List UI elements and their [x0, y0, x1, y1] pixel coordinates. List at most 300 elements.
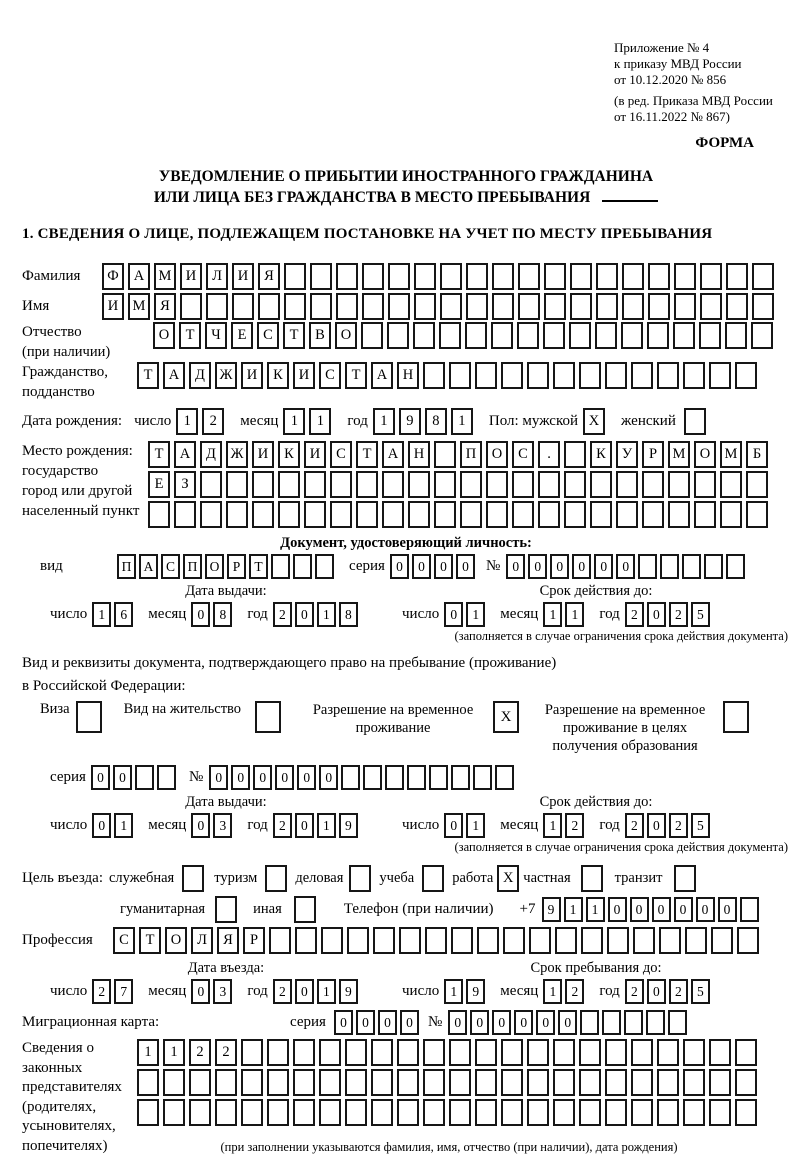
char-cell[interactable]: 0: [191, 979, 210, 1004]
char-cell[interactable]: [543, 322, 565, 349]
char-cell[interactable]: 2: [669, 979, 688, 1004]
char-cell[interactable]: 7: [114, 979, 133, 1004]
char-cell[interactable]: [709, 1039, 731, 1066]
char-cell[interactable]: С: [319, 362, 341, 389]
residence-expiry-month-boxes[interactable]: [543, 813, 587, 838]
char-cell[interactable]: 0: [412, 554, 431, 579]
char-cell[interactable]: [269, 927, 291, 954]
char-cell[interactable]: X: [493, 701, 519, 733]
char-cell[interactable]: [616, 471, 638, 498]
char-cell[interactable]: 0: [191, 813, 210, 838]
char-cell[interactable]: [345, 1099, 367, 1126]
char-cell[interactable]: [440, 263, 462, 290]
char-cell[interactable]: [271, 554, 290, 579]
char-cell[interactable]: Т: [249, 554, 268, 579]
doc-number-boxes[interactable]: [506, 554, 748, 579]
char-cell[interactable]: О: [165, 927, 187, 954]
char-cell[interactable]: [294, 896, 316, 923]
legal-row2-boxes[interactable]: [137, 1069, 761, 1096]
char-cell[interactable]: И: [304, 441, 326, 468]
char-cell[interactable]: [740, 897, 759, 922]
char-cell[interactable]: [596, 293, 618, 320]
char-cell[interactable]: 0: [536, 1010, 555, 1035]
char-cell[interactable]: [284, 293, 306, 320]
char-cell[interactable]: 1: [451, 408, 473, 435]
char-cell[interactable]: [553, 1069, 575, 1096]
char-cell[interactable]: [76, 701, 102, 733]
doc-type-boxes[interactable]: [117, 554, 337, 579]
char-cell[interactable]: 1: [543, 602, 562, 627]
char-cell[interactable]: [304, 471, 326, 498]
char-cell[interactable]: 0: [594, 554, 613, 579]
char-cell[interactable]: 9: [339, 979, 358, 1004]
char-cell[interactable]: С: [161, 554, 180, 579]
char-cell[interactable]: Н: [408, 441, 430, 468]
char-cell[interactable]: [700, 293, 722, 320]
char-cell[interactable]: 0: [647, 813, 666, 838]
char-cell[interactable]: 0: [390, 554, 409, 579]
char-cell[interactable]: [492, 263, 514, 290]
char-cell[interactable]: А: [174, 441, 196, 468]
char-cell[interactable]: [595, 322, 617, 349]
char-cell[interactable]: [319, 1069, 341, 1096]
char-cell[interactable]: [434, 501, 456, 528]
char-cell[interactable]: [735, 1039, 757, 1066]
char-cell[interactable]: Р: [227, 554, 246, 579]
char-cell[interactable]: [387, 322, 409, 349]
char-cell[interactable]: Е: [148, 471, 170, 498]
char-cell[interactable]: В: [309, 322, 331, 349]
char-cell[interactable]: [310, 263, 332, 290]
char-cell[interactable]: [503, 927, 525, 954]
char-cell[interactable]: [189, 1069, 211, 1096]
char-cell[interactable]: Я: [217, 927, 239, 954]
purpose-transit-checkbox[interactable]: [674, 865, 696, 892]
char-cell[interactable]: [682, 554, 701, 579]
char-cell[interactable]: 0: [514, 1010, 533, 1035]
char-cell[interactable]: С: [113, 927, 135, 954]
char-cell[interactable]: И: [241, 362, 263, 389]
char-cell[interactable]: [631, 1099, 653, 1126]
char-cell[interactable]: 2: [625, 602, 644, 627]
char-cell[interactable]: [725, 322, 747, 349]
char-cell[interactable]: И: [293, 362, 315, 389]
char-cell[interactable]: [163, 1069, 185, 1096]
char-cell[interactable]: [330, 501, 352, 528]
temp-residence-checkbox[interactable]: [493, 701, 519, 733]
char-cell[interactable]: [579, 1039, 601, 1066]
char-cell[interactable]: 3: [213, 979, 232, 1004]
char-cell[interactable]: [226, 501, 248, 528]
char-cell[interactable]: [189, 1099, 211, 1126]
char-cell[interactable]: А: [371, 362, 393, 389]
char-cell[interactable]: [414, 263, 436, 290]
char-cell[interactable]: [544, 263, 566, 290]
char-cell[interactable]: П: [460, 441, 482, 468]
char-cell[interactable]: 1: [564, 897, 583, 922]
char-cell[interactable]: [529, 927, 551, 954]
char-cell[interactable]: [293, 1039, 315, 1066]
char-cell[interactable]: [581, 865, 603, 892]
char-cell[interactable]: П: [183, 554, 202, 579]
char-cell[interactable]: 0: [209, 765, 228, 790]
char-cell[interactable]: [422, 865, 444, 892]
char-cell[interactable]: У: [616, 441, 638, 468]
char-cell[interactable]: 0: [297, 765, 316, 790]
char-cell[interactable]: [241, 1069, 263, 1096]
char-cell[interactable]: 0: [295, 979, 314, 1004]
char-cell[interactable]: [486, 501, 508, 528]
char-cell[interactable]: [434, 441, 456, 468]
char-cell[interactable]: [241, 1099, 263, 1126]
char-cell[interactable]: [371, 1069, 393, 1096]
char-cell[interactable]: [518, 293, 540, 320]
char-cell[interactable]: [638, 554, 657, 579]
char-cell[interactable]: [605, 1069, 627, 1096]
char-cell[interactable]: 3: [213, 813, 232, 838]
entry-day-boxes[interactable]: [92, 979, 136, 1004]
char-cell[interactable]: [622, 293, 644, 320]
char-cell[interactable]: [553, 1099, 575, 1126]
purpose-private-checkbox[interactable]: [581, 865, 603, 892]
char-cell[interactable]: [182, 865, 204, 892]
char-cell[interactable]: [349, 865, 371, 892]
char-cell[interactable]: [709, 1099, 731, 1126]
char-cell[interactable]: [388, 263, 410, 290]
char-cell[interactable]: 0: [444, 602, 463, 627]
char-cell[interactable]: [709, 362, 731, 389]
char-cell[interactable]: Р: [642, 441, 664, 468]
issue-day-boxes[interactable]: [92, 602, 136, 627]
char-cell[interactable]: [278, 501, 300, 528]
char-cell[interactable]: [330, 471, 352, 498]
stay-year-boxes[interactable]: [625, 979, 713, 1004]
char-cell[interactable]: Т: [139, 927, 161, 954]
entry-month-boxes[interactable]: [191, 979, 235, 1004]
char-cell[interactable]: [616, 501, 638, 528]
char-cell[interactable]: 2: [625, 813, 644, 838]
char-cell[interactable]: [659, 927, 681, 954]
char-cell[interactable]: [414, 293, 436, 320]
char-cell[interactable]: 2: [215, 1039, 237, 1066]
migration-number-boxes[interactable]: [448, 1010, 690, 1035]
char-cell[interactable]: А: [128, 263, 150, 290]
char-cell[interactable]: Р: [243, 927, 265, 954]
char-cell[interactable]: [694, 471, 716, 498]
char-cell[interactable]: Т: [283, 322, 305, 349]
char-cell[interactable]: [648, 293, 670, 320]
char-cell[interactable]: [648, 263, 670, 290]
char-cell[interactable]: [605, 1039, 627, 1066]
char-cell[interactable]: [746, 501, 768, 528]
char-cell[interactable]: 1: [92, 602, 111, 627]
surname-boxes[interactable]: [102, 263, 778, 290]
char-cell[interactable]: [413, 322, 435, 349]
char-cell[interactable]: [475, 1099, 497, 1126]
char-cell[interactable]: [477, 927, 499, 954]
char-cell[interactable]: 1: [466, 813, 485, 838]
char-cell[interactable]: [466, 263, 488, 290]
char-cell[interactable]: 1: [309, 408, 331, 435]
char-cell[interactable]: [752, 293, 774, 320]
char-cell[interactable]: [700, 263, 722, 290]
char-cell[interactable]: И: [102, 293, 124, 320]
char-cell[interactable]: [538, 471, 560, 498]
char-cell[interactable]: 2: [92, 979, 111, 1004]
char-cell[interactable]: Ф: [102, 263, 124, 290]
char-cell[interactable]: [564, 441, 586, 468]
issue-year-boxes[interactable]: [273, 602, 361, 627]
char-cell[interactable]: [226, 471, 248, 498]
char-cell[interactable]: [580, 1010, 599, 1035]
char-cell[interactable]: X: [583, 408, 605, 435]
char-cell[interactable]: [408, 501, 430, 528]
char-cell[interactable]: А: [382, 441, 404, 468]
char-cell[interactable]: [423, 1099, 445, 1126]
char-cell[interactable]: Е: [231, 322, 253, 349]
char-cell[interactable]: 0: [652, 897, 671, 922]
char-cell[interactable]: [293, 554, 312, 579]
char-cell[interactable]: [252, 501, 274, 528]
char-cell[interactable]: [362, 263, 384, 290]
char-cell[interactable]: 0: [616, 554, 635, 579]
char-cell[interactable]: [258, 293, 280, 320]
char-cell[interactable]: [157, 765, 176, 790]
birth-day-boxes[interactable]: [176, 408, 228, 435]
char-cell[interactable]: [581, 927, 603, 954]
char-cell[interactable]: [361, 322, 383, 349]
citizenship-boxes[interactable]: [137, 362, 761, 389]
char-cell[interactable]: 0: [558, 1010, 577, 1035]
char-cell[interactable]: [465, 322, 487, 349]
char-cell[interactable]: Я: [258, 263, 280, 290]
char-cell[interactable]: [215, 1069, 237, 1096]
char-cell[interactable]: 0: [630, 897, 649, 922]
char-cell[interactable]: [200, 501, 222, 528]
char-cell[interactable]: 2: [565, 813, 584, 838]
char-cell[interactable]: [596, 263, 618, 290]
char-cell[interactable]: 8: [213, 602, 232, 627]
char-cell[interactable]: [527, 1039, 549, 1066]
char-cell[interactable]: [319, 1099, 341, 1126]
char-cell[interactable]: [385, 765, 404, 790]
char-cell[interactable]: 0: [470, 1010, 489, 1035]
char-cell[interactable]: [569, 322, 591, 349]
char-cell[interactable]: 2: [669, 602, 688, 627]
char-cell[interactable]: [200, 471, 222, 498]
char-cell[interactable]: [206, 293, 228, 320]
char-cell[interactable]: 0: [191, 602, 210, 627]
char-cell[interactable]: [720, 471, 742, 498]
char-cell[interactable]: [735, 1099, 757, 1126]
char-cell[interactable]: З: [174, 471, 196, 498]
char-cell[interactable]: 2: [625, 979, 644, 1004]
sex-female-checkbox[interactable]: [684, 408, 706, 435]
char-cell[interactable]: [265, 865, 287, 892]
birth-year-boxes[interactable]: [373, 408, 477, 435]
char-cell[interactable]: [570, 293, 592, 320]
char-cell[interactable]: 0: [608, 897, 627, 922]
char-cell[interactable]: [631, 362, 653, 389]
char-cell[interactable]: 6: [114, 602, 133, 627]
char-cell[interactable]: [527, 362, 549, 389]
purpose-study-checkbox[interactable]: [422, 865, 444, 892]
residence-permit-checkbox[interactable]: [255, 701, 281, 733]
char-cell[interactable]: [711, 927, 733, 954]
char-cell[interactable]: 0: [92, 813, 111, 838]
char-cell[interactable]: [668, 1010, 687, 1035]
char-cell[interactable]: [726, 293, 748, 320]
char-cell[interactable]: [475, 1039, 497, 1066]
char-cell[interactable]: [631, 1069, 653, 1096]
char-cell[interactable]: [267, 1069, 289, 1096]
char-cell[interactable]: [657, 362, 679, 389]
char-cell[interactable]: [501, 362, 523, 389]
char-cell[interactable]: 1: [137, 1039, 159, 1066]
birth-month-boxes[interactable]: [283, 408, 335, 435]
purpose-business-checkbox[interactable]: [349, 865, 371, 892]
doc-series-boxes[interactable]: [390, 554, 478, 579]
residence-expiry-day-boxes[interactable]: [444, 813, 488, 838]
char-cell[interactable]: [633, 927, 655, 954]
char-cell[interactable]: [295, 927, 317, 954]
char-cell[interactable]: [232, 293, 254, 320]
expiry-year-boxes[interactable]: [625, 602, 713, 627]
char-cell[interactable]: 1: [317, 602, 336, 627]
char-cell[interactable]: Л: [206, 263, 228, 290]
char-cell[interactable]: О: [335, 322, 357, 349]
residence-number-boxes[interactable]: [209, 765, 517, 790]
char-cell[interactable]: [382, 471, 404, 498]
char-cell[interactable]: 1: [317, 979, 336, 1004]
char-cell[interactable]: 1: [163, 1039, 185, 1066]
char-cell[interactable]: [215, 1099, 237, 1126]
char-cell[interactable]: X: [497, 865, 519, 892]
char-cell[interactable]: [709, 1069, 731, 1096]
char-cell[interactable]: [356, 501, 378, 528]
char-cell[interactable]: [382, 501, 404, 528]
stay-day-boxes[interactable]: [444, 979, 488, 1004]
char-cell[interactable]: Ч: [205, 322, 227, 349]
char-cell[interactable]: [180, 293, 202, 320]
char-cell[interactable]: [544, 293, 566, 320]
char-cell[interactable]: [304, 501, 326, 528]
char-cell[interactable]: [449, 1039, 471, 1066]
birth-place-row2-boxes[interactable]: [148, 471, 772, 498]
char-cell[interactable]: [451, 765, 470, 790]
purpose-work-checkbox[interactable]: [497, 865, 519, 892]
stay-month-boxes[interactable]: [543, 979, 587, 1004]
char-cell[interactable]: [642, 501, 664, 528]
char-cell[interactable]: [646, 1010, 665, 1035]
char-cell[interactable]: [657, 1099, 679, 1126]
phone-boxes[interactable]: [542, 897, 762, 922]
char-cell[interactable]: [607, 927, 629, 954]
char-cell[interactable]: А: [139, 554, 158, 579]
char-cell[interactable]: Б: [746, 441, 768, 468]
char-cell[interactable]: [518, 263, 540, 290]
expiry-day-boxes[interactable]: [444, 602, 488, 627]
char-cell[interactable]: 1: [283, 408, 305, 435]
char-cell[interactable]: 2: [273, 602, 292, 627]
char-cell[interactable]: [267, 1099, 289, 1126]
char-cell[interactable]: [345, 1069, 367, 1096]
char-cell[interactable]: 0: [113, 765, 132, 790]
char-cell[interactable]: 9: [339, 813, 358, 838]
char-cell[interactable]: [564, 501, 586, 528]
char-cell[interactable]: [135, 765, 154, 790]
char-cell[interactable]: 1: [543, 813, 562, 838]
char-cell[interactable]: [363, 765, 382, 790]
char-cell[interactable]: [423, 362, 445, 389]
char-cell[interactable]: [491, 322, 513, 349]
char-cell[interactable]: [579, 1099, 601, 1126]
char-cell[interactable]: [278, 471, 300, 498]
char-cell[interactable]: 1: [114, 813, 133, 838]
char-cell[interactable]: [737, 927, 759, 954]
char-cell[interactable]: М: [668, 441, 690, 468]
char-cell[interactable]: [527, 1069, 549, 1096]
char-cell[interactable]: [553, 1039, 575, 1066]
char-cell[interactable]: [460, 501, 482, 528]
residence-expiry-year-boxes[interactable]: [625, 813, 713, 838]
char-cell[interactable]: [605, 1099, 627, 1126]
char-cell[interactable]: [255, 701, 281, 733]
char-cell[interactable]: [137, 1069, 159, 1096]
char-cell[interactable]: 2: [273, 813, 292, 838]
char-cell[interactable]: [668, 471, 690, 498]
char-cell[interactable]: О: [694, 441, 716, 468]
char-cell[interactable]: 1: [317, 813, 336, 838]
char-cell[interactable]: М: [128, 293, 150, 320]
char-cell[interactable]: [684, 408, 706, 435]
char-cell[interactable]: [668, 501, 690, 528]
char-cell[interactable]: [215, 896, 237, 923]
char-cell[interactable]: 2: [565, 979, 584, 1004]
char-cell[interactable]: 1: [373, 408, 395, 435]
char-cell[interactable]: [439, 322, 461, 349]
char-cell[interactable]: [492, 293, 514, 320]
char-cell[interactable]: [579, 362, 601, 389]
char-cell[interactable]: [293, 1069, 315, 1096]
char-cell[interactable]: [512, 471, 534, 498]
char-cell[interactable]: 0: [674, 897, 693, 922]
char-cell[interactable]: [683, 362, 705, 389]
char-cell[interactable]: [466, 293, 488, 320]
char-cell[interactable]: [726, 554, 745, 579]
char-cell[interactable]: [674, 293, 696, 320]
char-cell[interactable]: 0: [275, 765, 294, 790]
char-cell[interactable]: [315, 554, 334, 579]
char-cell[interactable]: [605, 362, 627, 389]
expiry-month-boxes[interactable]: [543, 602, 587, 627]
char-cell[interactable]: 0: [506, 554, 525, 579]
char-cell[interactable]: [647, 322, 669, 349]
char-cell[interactable]: [407, 765, 426, 790]
char-cell[interactable]: О: [153, 322, 175, 349]
char-cell[interactable]: [440, 293, 462, 320]
char-cell[interactable]: [460, 471, 482, 498]
char-cell[interactable]: О: [205, 554, 224, 579]
char-cell[interactable]: [362, 293, 384, 320]
char-cell[interactable]: [397, 1039, 419, 1066]
char-cell[interactable]: 9: [542, 897, 561, 922]
char-cell[interactable]: [475, 362, 497, 389]
char-cell[interactable]: А: [163, 362, 185, 389]
char-cell[interactable]: 0: [378, 1010, 397, 1035]
char-cell[interactable]: [475, 1069, 497, 1096]
char-cell[interactable]: С: [257, 322, 279, 349]
